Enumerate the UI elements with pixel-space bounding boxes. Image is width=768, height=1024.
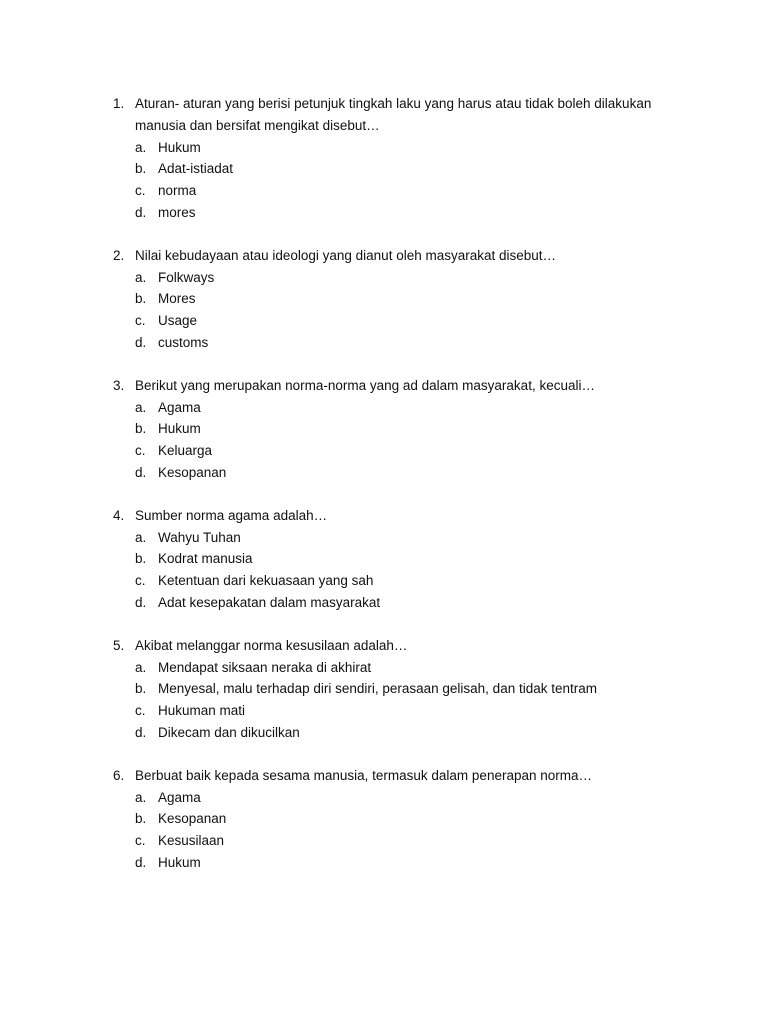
question-text: Akibat melanggar norma kesusilaan adalah… <box>135 637 408 653</box>
answer-option <box>113 852 673 874</box>
answer-option <box>113 592 673 614</box>
option-text: Hukum <box>158 854 201 870</box>
option-text: Keluarga <box>158 443 213 459</box>
option-text: Hukuman mati <box>158 703 246 719</box>
option-letter: b. <box>135 291 147 307</box>
answer-option <box>113 722 673 744</box>
option-text: Hukum <box>158 139 201 155</box>
option-text: Adat kesepakatan dalam masyarakat <box>158 594 381 610</box>
option-text: Wahyu Tuhan <box>158 529 241 545</box>
answer-option <box>113 397 673 419</box>
option-text: Hukum <box>158 421 201 437</box>
answer-option <box>113 678 673 700</box>
question-row <box>113 635 673 657</box>
answer-option <box>113 332 673 354</box>
option-text: customs <box>158 334 209 350</box>
question-text: Aturan- aturan yang berisi petunjuk tingkah laku yang harus atau tidak boleh dilakukan manusia dan bersifat mengikat disebut… <box>135 96 652 133</box>
answer-option <box>113 657 673 679</box>
option-letter: d. <box>135 594 147 610</box>
answer-option <box>113 202 673 224</box>
option-text: mores <box>158 204 196 220</box>
question-row <box>113 93 673 137</box>
option-letter: a. <box>135 399 147 415</box>
option-letter: b. <box>135 811 147 827</box>
option-letter: a. <box>135 269 147 285</box>
option-text: Adat-istiadat <box>158 161 234 177</box>
option-text: norma <box>158 183 197 199</box>
question-list <box>113 93 673 895</box>
answer-option <box>113 830 673 852</box>
question-text: Sumber norma agama adalah… <box>135 507 328 523</box>
option-text: Agama <box>158 789 201 805</box>
answer-option <box>113 288 673 310</box>
option-letter: b. <box>135 551 147 567</box>
option-letter: c. <box>135 313 146 329</box>
question-item <box>113 245 673 354</box>
answer-option <box>113 267 673 289</box>
option-text: Ketentuan dari kekuasaan yang sah <box>158 573 374 589</box>
question-number: 5. <box>113 637 125 653</box>
question-number: 4. <box>113 507 125 523</box>
question-number: 6. <box>113 767 125 783</box>
option-text: Agama <box>158 399 201 415</box>
option-letter: c. <box>135 833 146 849</box>
option-text: Kesusilaan <box>158 833 225 849</box>
answer-option <box>113 310 673 332</box>
answer-option <box>113 570 673 592</box>
option-letter: d. <box>135 854 147 870</box>
option-letter: a. <box>135 789 147 805</box>
option-letter: c. <box>135 573 146 589</box>
answer-option <box>113 787 673 809</box>
answer-option <box>113 158 673 180</box>
answer-option <box>113 462 673 484</box>
question-item <box>113 93 673 224</box>
question-text: Nilai kebudayaan atau ideologi yang dianut oleh masyarakat disebut… <box>135 247 557 263</box>
option-text: Folkways <box>158 269 215 285</box>
option-letter: b. <box>135 681 147 697</box>
option-letter: a. <box>135 659 147 675</box>
question-row <box>113 245 673 267</box>
question-text: Berikut yang merupakan norma-norma yang ad dalam masyarakat, kecuali… <box>135 377 595 393</box>
option-letter: b. <box>135 161 147 177</box>
answer-option <box>113 180 673 202</box>
option-letter: c. <box>135 703 146 719</box>
option-text: Mores <box>158 291 196 307</box>
option-text: Kesopanan <box>158 811 227 827</box>
question-row <box>113 765 673 787</box>
option-letter: d. <box>135 204 147 220</box>
question-row <box>113 375 673 397</box>
option-letter: a. <box>135 529 147 545</box>
question-row <box>113 505 673 527</box>
answer-option <box>113 527 673 549</box>
option-letter: c. <box>135 183 146 199</box>
question-number: 3. <box>113 377 125 393</box>
question-item <box>113 765 673 874</box>
option-text: Kodrat manusia <box>158 551 253 567</box>
option-text: Usage <box>158 313 198 329</box>
option-text: Menyesal, malu terhadap diri sendiri, perasaan gelisah, dan tidak tentram <box>158 681 597 697</box>
answer-option <box>113 137 673 159</box>
option-letter: d. <box>135 334 147 350</box>
answer-option <box>113 808 673 830</box>
option-letter: a. <box>135 139 147 155</box>
question-item <box>113 375 673 484</box>
question-number: 1. <box>113 96 125 111</box>
option-letter: d. <box>135 724 147 740</box>
question-item <box>113 505 673 614</box>
question-number: 2. <box>113 247 125 263</box>
answer-option <box>113 418 673 440</box>
option-letter: d. <box>135 464 147 480</box>
question-text: Berbuat baik kepada sesama manusia, termasuk dalam penerapan norma… <box>135 767 593 783</box>
answer-option <box>113 700 673 722</box>
option-text: Kesopanan <box>158 464 227 480</box>
answer-option <box>113 440 673 462</box>
option-letter: b. <box>135 421 147 437</box>
option-text: Dikecam dan dikucilkan <box>158 724 300 740</box>
option-text: Mendapat siksaan neraka di akhirat <box>158 659 372 675</box>
question-item <box>113 635 673 744</box>
option-letter: c. <box>135 443 146 459</box>
answer-option <box>113 548 673 570</box>
